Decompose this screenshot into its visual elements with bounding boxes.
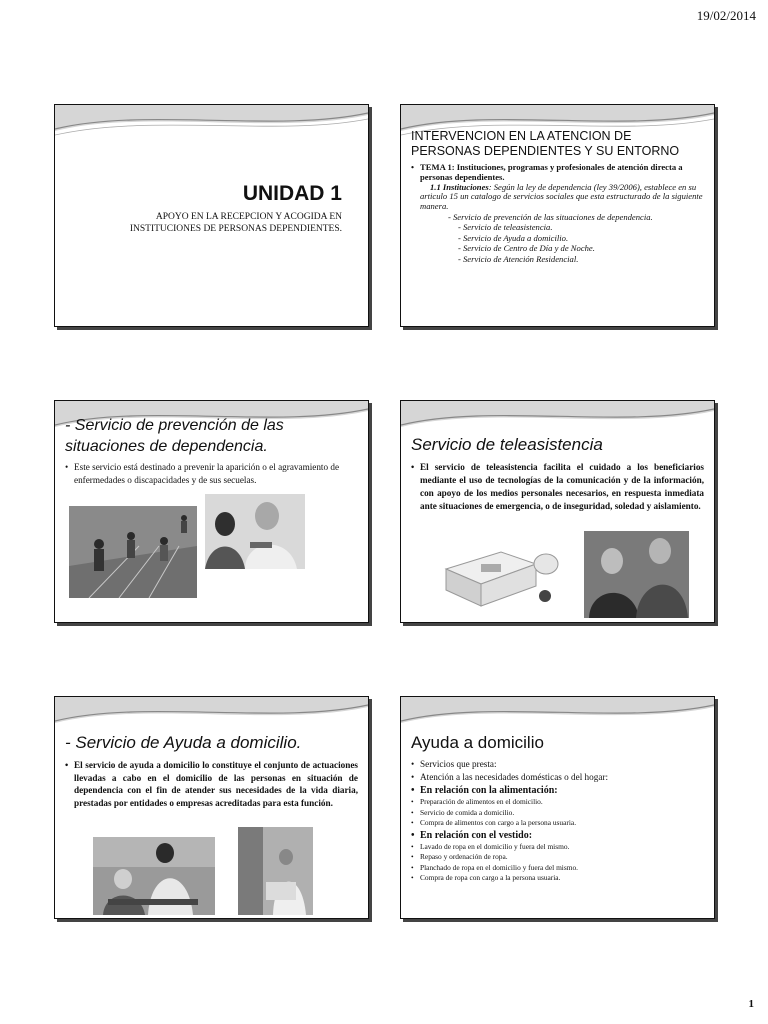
slide-subtitle: INSTITUCIONES DE PERSONAS DEPENDIENTES. (129, 224, 342, 234)
list-item: • Preparación de alimentos en el domicilio. (411, 797, 704, 808)
list-item: • Atención a las necesidades domésticas o del hogar: (411, 771, 704, 784)
slide-2 (400, 104, 715, 327)
bathroom-help-photo (238, 827, 313, 915)
slide-4 (400, 400, 715, 623)
slide-header-swoosh (401, 401, 714, 435)
teleassistance-users-photo (584, 531, 689, 618)
teleassistance-device-photo (441, 544, 571, 614)
list-item: • En relación con el vestido: (411, 829, 704, 842)
slide-title: INTERVENCION EN LA ATENCION DE PERSONAS DEPENDIENTES Y SU ENTORNO (411, 129, 680, 158)
home-help-photo (93, 837, 215, 915)
list-item: • Servicio de comida a domicilio. (411, 808, 704, 819)
list-item: • El servicio de teleasistencia facilita el cuidado a los beneficiarios mediante el uso de tecnologías de la comunicación y de la información, con apoyo de los medios personales necesarios, en respuesta inmediata ante situaciones de emergencia, o de inseguridad, soledad y aislamiento. (411, 461, 704, 513)
list-item: - Servicio de prevención de las situaciones de dependencia. (448, 211, 653, 222)
list-item: - Servicio de Centro de Día y de Noche. (458, 243, 595, 254)
slide-1 (54, 104, 369, 327)
elderly-care-photo (205, 494, 305, 569)
list-item: • Repaso y ordenación de ropa. (411, 852, 704, 863)
list-item: • Planchado de ropa en el domicilio y fuera del mismo. (411, 863, 704, 874)
slide-5 (54, 696, 369, 919)
slide-title: - Servicio de Ayuda a domicilio. (65, 733, 302, 752)
slide-title: Servicio de teleasistencia (411, 435, 603, 454)
list-item: • TEMA 1: Instituciones, programas y profesionales de atención directa a personas dependientes. (411, 163, 704, 183)
slide-title: UNIDAD 1 (242, 182, 342, 205)
section-text: : Según la ley de dependencia (ley 39/2006), establece en su articulo 15 un catalogo de servicios sociales que esta estructurado de la siguiente manera. (420, 181, 703, 212)
slide-header-swoosh (401, 697, 714, 731)
list-item: - Servicio de teleasistencia. (458, 222, 553, 233)
slide-subtitle: APOYO EN LA RECEPCION Y ACOGIDA EN (155, 212, 342, 222)
list-item: • Lavado de ropa en el domicilio y fuera del mismo. (411, 842, 704, 853)
page-number: 1 (748, 998, 754, 1010)
list-item: • Servicios que presta: (411, 758, 704, 771)
slide-6 (400, 696, 715, 919)
slide-header-swoosh (55, 105, 368, 139)
list-item: • Compra de ropa con cargo a la persona usuaria. (411, 873, 704, 884)
list-item: • Compra de alimentos con cargo a la persona usuaria. (411, 818, 704, 829)
slide-3 (54, 400, 369, 623)
list-item: - Servicio de Atención Residencial. (458, 253, 579, 264)
list-item: • Este servicio está destinado a prevenir la aparición o el agravamiento de enfermedades o discapacidades y de sus secuelas. (65, 461, 358, 486)
runners-photo (69, 506, 197, 598)
slide-title: - Servicio de prevención de las situaciones de dependencia. (65, 417, 284, 455)
slide-header-swoosh (55, 697, 368, 731)
list-item: • En relación con la alimentación: (411, 784, 704, 797)
list-item: - Servicio de Ayuda a domicilio. (458, 232, 569, 243)
slide-title: Ayuda a domicilio (411, 733, 544, 752)
page-date: 19/02/2014 (696, 8, 756, 23)
section-label: 1.1 Instituciones (430, 181, 489, 192)
list-item: • El servicio de ayuda a domicilio lo constituye el conjunto de actuaciones llevadas a cabo en el domicilio de las personas en situación de dependencia con el fin de atender sus necesidades de la vida diaria, prestadas por entidades o empresas acreditadas para esta función. (65, 759, 358, 809)
